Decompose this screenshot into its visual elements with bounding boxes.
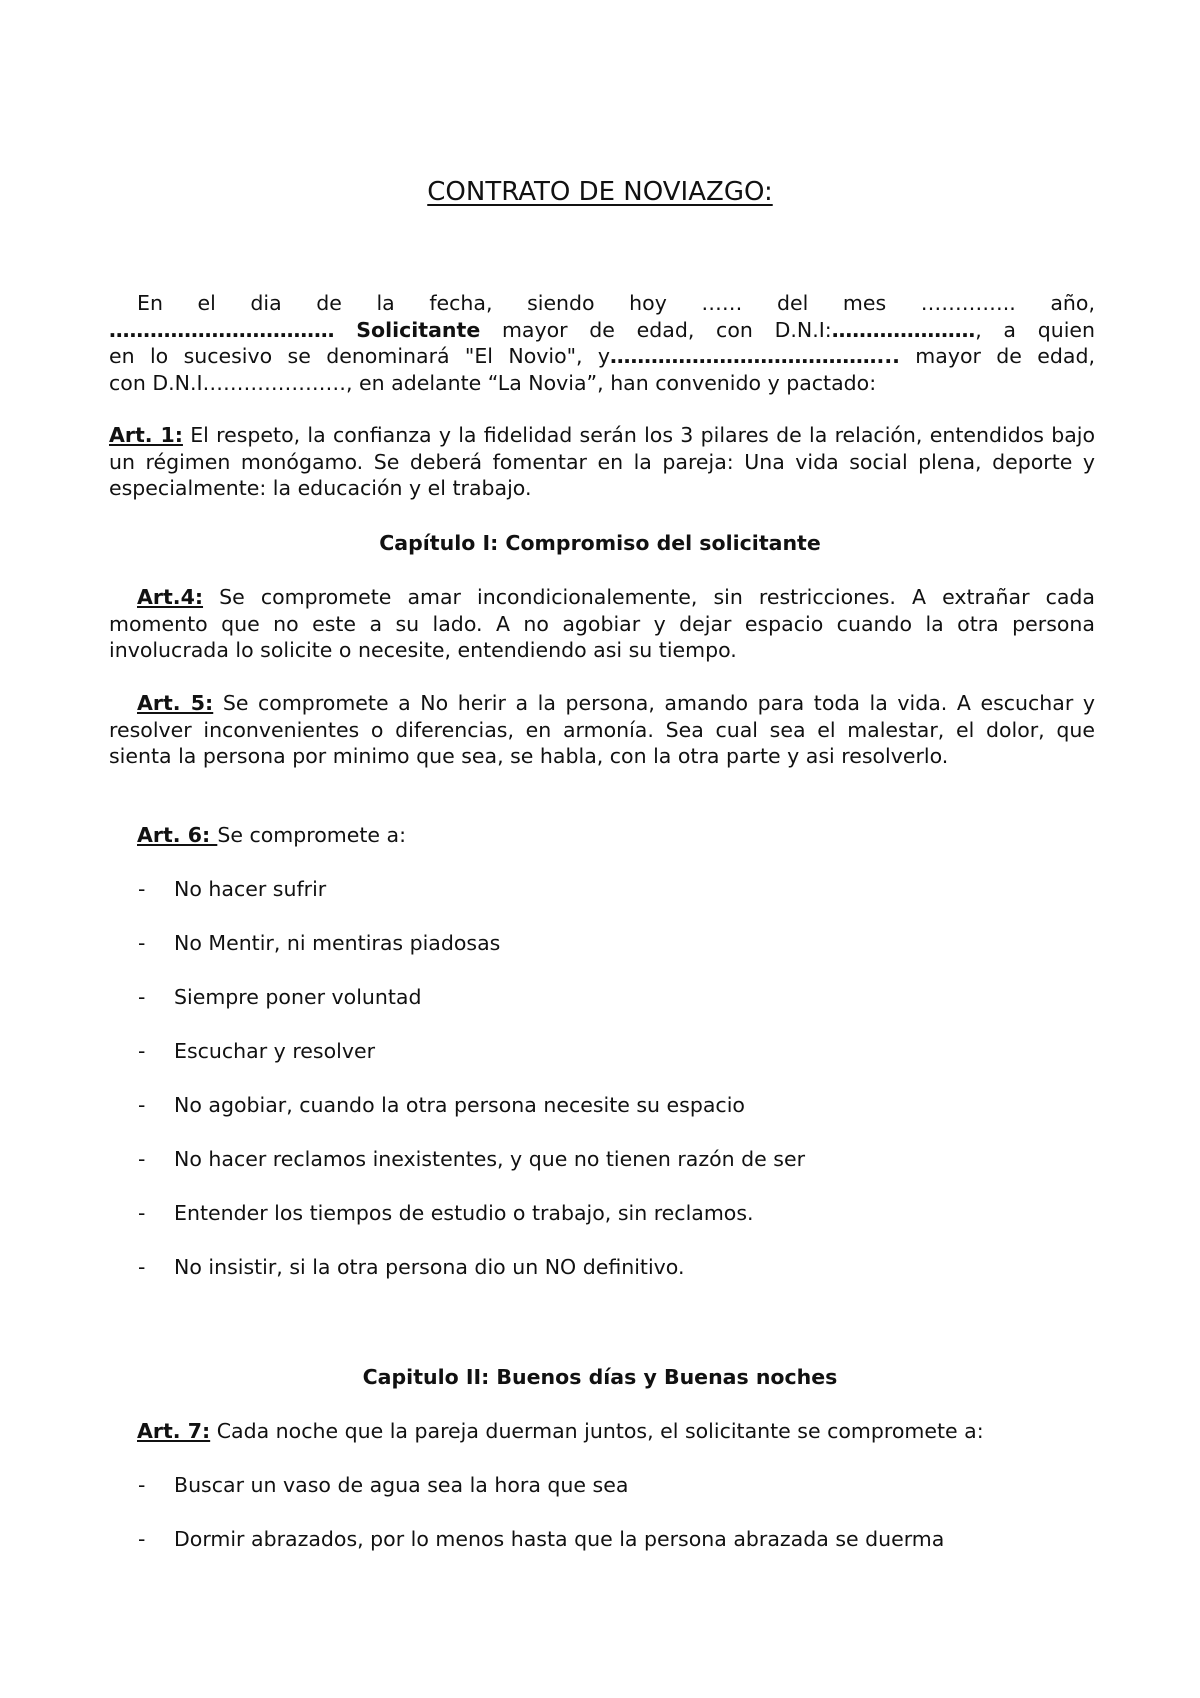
list-item bbox=[138, 876, 326, 903]
list-item-text: Escuchar y resolver bbox=[174, 1039, 375, 1063]
list-dash: - bbox=[138, 877, 146, 901]
list-dash: - bbox=[138, 1039, 146, 1063]
intro-line-1: En el dia de la fecha, siendo hoy …… del mes ………….. año, bbox=[137, 291, 1095, 315]
list-item-text: No hacer sufrir bbox=[174, 877, 327, 901]
intro-paragraph bbox=[109, 290, 1095, 396]
list-item-text: No insistir, si la otra persona dio un NO definitivo. bbox=[174, 1255, 685, 1279]
list-item-text: Buscar un vaso de agua sea la hora que sea bbox=[174, 1473, 629, 1497]
list-dash: - bbox=[138, 1147, 146, 1171]
list-item bbox=[138, 984, 421, 1011]
list-item-text: Dormir abrazados, por lo menos hasta que la persona abrazada se duerma bbox=[174, 1527, 945, 1551]
list-item-text: Entender los tiempos de estudio o trabajo, sin reclamos. bbox=[174, 1201, 754, 1225]
list-item bbox=[138, 1146, 805, 1173]
article-5-text: Se compromete a No herir a la persona, amando para toda la vida. A escuchar y resolver inconvenientes o diferencias, en armonía. Sea cual sea el malestar, el dolor, que sienta la persona por minimo que sea, se habla, con la otra parte y asi resolverlo. bbox=[109, 691, 1095, 768]
list-item bbox=[138, 1038, 375, 1065]
chapter-2-heading: Capitulo II: Buenos días y Buenas noches bbox=[362, 1365, 838, 1389]
list-item bbox=[138, 930, 500, 957]
article-4-text: Se compromete amar incondicionalemente, sin restricciones. A extrañar cada momento que no este a su lado. A no agobiar y dejar espacio cuando la otra persona involucrada lo solicite o necesite, entendiendo asi su tiempo. bbox=[109, 585, 1095, 662]
list-dash: - bbox=[138, 1093, 146, 1117]
blank-dni-novio: ………………… bbox=[831, 317, 976, 342]
intro-line-2-text: mayor de edad, con D.N.I: bbox=[480, 317, 832, 342]
list-item bbox=[138, 1254, 684, 1281]
article-5 bbox=[109, 690, 1095, 770]
list-dash: - bbox=[138, 985, 146, 1009]
article-1 bbox=[109, 422, 1095, 502]
chapter-1-heading: Capítulo I: Compromiso del solicitante bbox=[379, 531, 821, 555]
list-item-text: Siempre poner voluntad bbox=[174, 985, 422, 1009]
list-item-text: No hacer reclamos inexistentes, y que no tienen razón de ser bbox=[174, 1147, 806, 1171]
article-1-text: El respeto, la confianza y la fidelidad serán los 3 pilares de la relación, entendidos bajo un régimen monógamo. Se deberá fomentar en la pareja: Una vida social plena, deporte y especialmente: la educación y el trabajo. bbox=[109, 423, 1096, 500]
list-item bbox=[138, 1092, 745, 1119]
intro-line-2-end: , a quien bbox=[975, 317, 1095, 342]
list-item bbox=[138, 1526, 944, 1553]
document-title: CONTRATO DE NOVIAZGO: bbox=[427, 177, 773, 207]
article-7-label: Art. 7: bbox=[137, 1419, 211, 1443]
article-5-label: Art. 5: bbox=[137, 691, 214, 715]
article-6-text: Se compromete a: bbox=[217, 823, 406, 847]
intro-line-3-text: en lo sucesivo se denominará "El Novio", y bbox=[109, 344, 611, 368]
list-dash: - bbox=[138, 1527, 146, 1551]
article-7 bbox=[109, 1418, 1095, 1445]
article-1-label: Art. 1: bbox=[109, 423, 183, 447]
list-item bbox=[138, 1472, 628, 1499]
article-7-text: Cada noche que la pareja duerman juntos, el solicitante se compromete a: bbox=[210, 1419, 984, 1443]
list-dash: - bbox=[138, 1201, 146, 1225]
intro-line-3-end: mayor de edad, bbox=[899, 344, 1095, 368]
intro-line-3 bbox=[109, 343, 1095, 370]
blank-name-novio: …………………………… bbox=[109, 317, 335, 342]
list-dash: - bbox=[138, 1255, 146, 1279]
solicitante-label: Solicitante bbox=[356, 317, 481, 342]
article-6 bbox=[109, 822, 1095, 849]
article-4-label: Art.4: bbox=[137, 585, 204, 609]
article-6-label: Art. 6: bbox=[137, 823, 218, 847]
list-dash: - bbox=[138, 931, 146, 955]
list-item-text: No Mentir, ni mentiras piadosas bbox=[174, 931, 501, 955]
blank-name-novia: …………………………………... bbox=[610, 344, 900, 368]
article-4 bbox=[109, 584, 1095, 664]
list-item bbox=[138, 1200, 754, 1227]
intro-line-4: con D.N.I…………………, en adelante “La Novia”, han convenido y pactado: bbox=[109, 370, 877, 395]
intro-line-2 bbox=[109, 317, 1095, 344]
list-item-text: No agobiar, cuando la otra persona necesite su espacio bbox=[174, 1093, 745, 1117]
list-dash: - bbox=[138, 1473, 146, 1497]
